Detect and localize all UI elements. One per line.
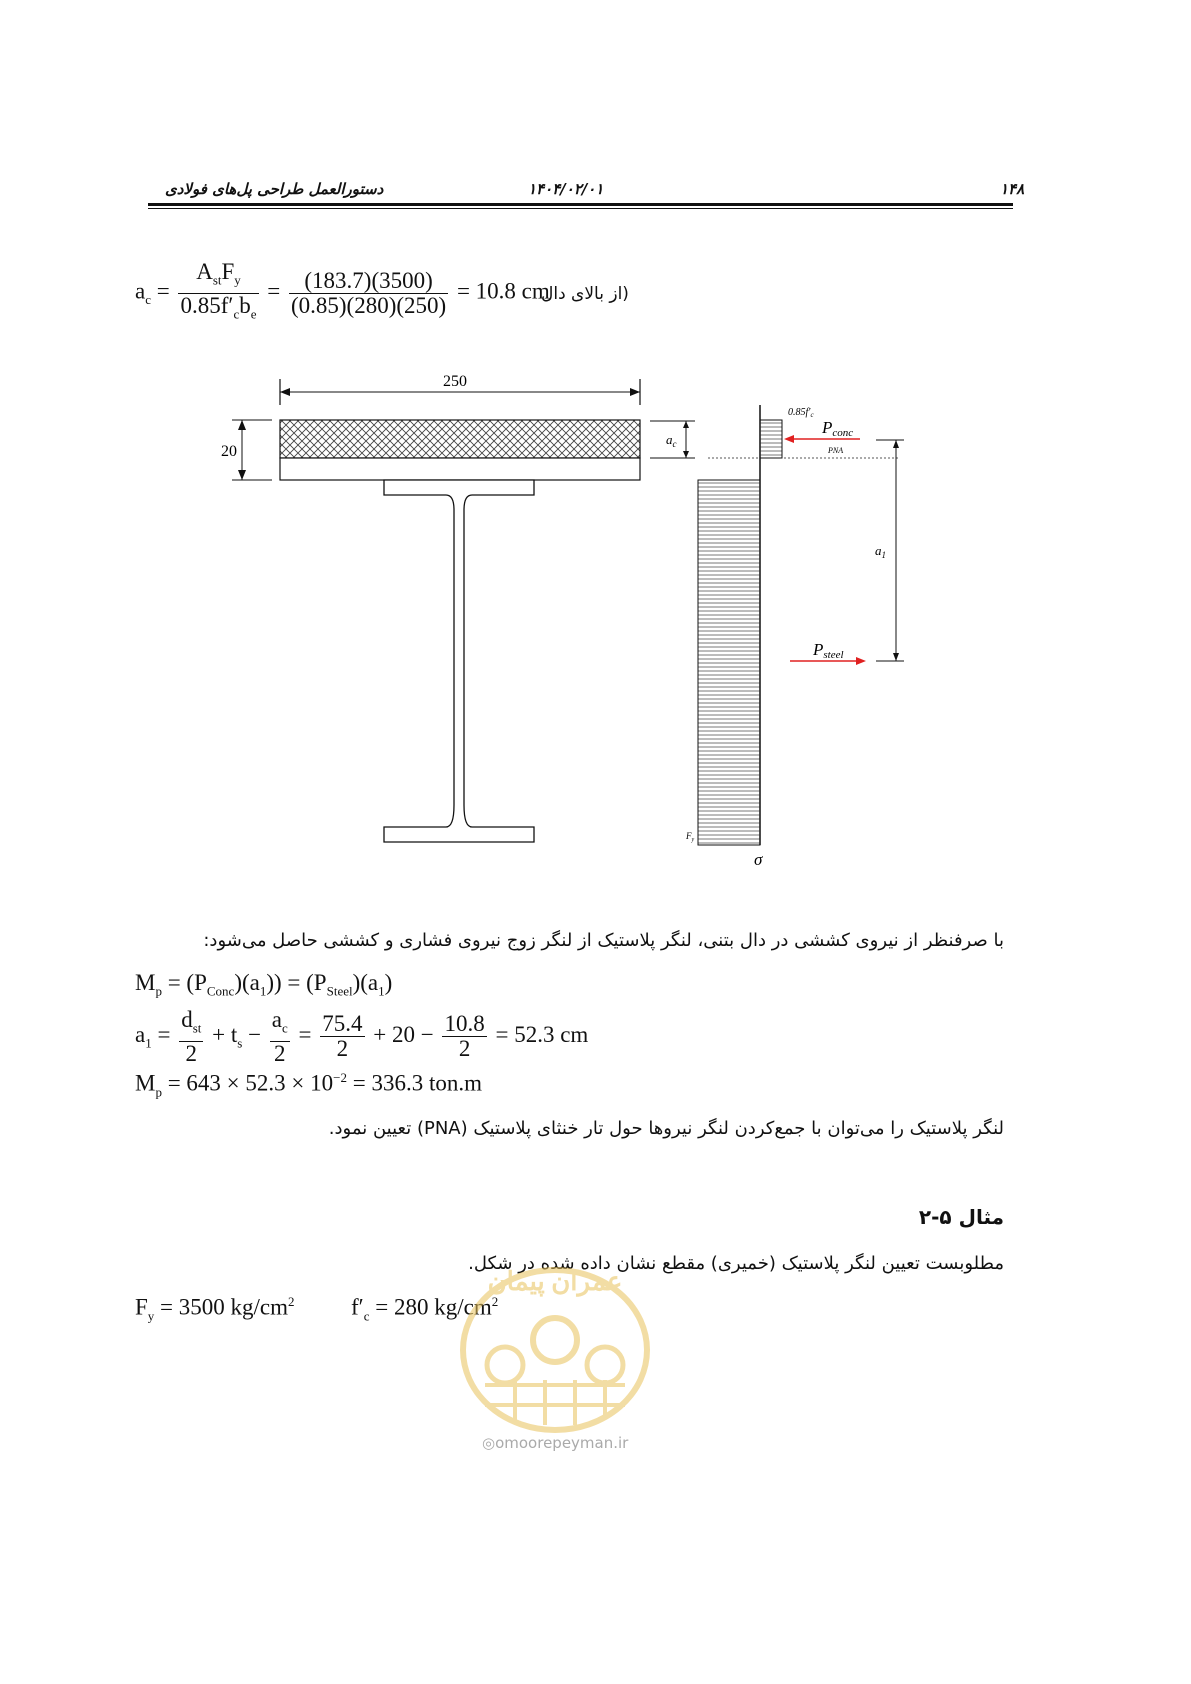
pna-label: PNA xyxy=(828,446,844,455)
header-title: دستورالعمل طراحی پل‌های فولادی xyxy=(165,180,384,198)
concrete-stress-block xyxy=(760,420,782,458)
page-number: ۱۴۸ xyxy=(1000,180,1025,198)
header-rule-thick xyxy=(148,203,1013,206)
fy-label: $F_y$ xyxy=(686,831,695,843)
svg-text:a1: $a_1$ xyxy=(875,543,886,560)
equation-ac: $a_c$ = $\frac{A_{st}F_y}{0.85f'_cb_e}$ = $\frac{(183.7)(3500)}{(0.85)(280)(250)}$ = 10.8 cm xyxy=(135,260,550,326)
material-properties: $F_y = 3500$ $kg/cm^2$ $f'_c = 280$ $kg/cm^2$ xyxy=(135,1294,499,1324)
paragraph-example-task: مطلوبست تعیین لنگر پلاستیک (خمیری) مقطع نشان داده شده در شکل. xyxy=(468,1253,1004,1274)
stress-label: $0.85f'_c$ xyxy=(788,407,814,419)
fraction-ac-symbolic: $\frac{A_{st}F_y}{0.85f'_cb_e}$ xyxy=(180,259,257,322)
svg-text:ac: $a_c$ xyxy=(666,432,677,449)
svg-text:عمران پیمان: عمران پیمان xyxy=(487,1267,623,1296)
equation-mp-value: $M_p = 643 \times 52.3 \times 10^{-2} = 336.3$ ton.m xyxy=(135,1070,482,1100)
fraction-ac-numeric: $\frac{(183.7)(3500)}{(0.85)(280)(250)}$ xyxy=(290,267,447,318)
slab-lower-part xyxy=(280,458,640,480)
header-rule-thin xyxy=(148,208,1013,209)
p-steel-label: Psteel xyxy=(813,640,844,661)
p-conc-label: Pconc xyxy=(822,418,854,439)
equation-ac-note: (از بالای دال xyxy=(541,284,629,304)
slab-compression-zone xyxy=(280,420,640,458)
header-date: ۱۴۰۴/۰۲/۰۱ xyxy=(528,180,604,198)
equation-a1: $a_1$ = $\frac{d_{st}}{2}$ + $t_s$ − $\frac{a_c}{2}$ = $\frac{75.4}{2}$ + 20 − $\frac{10.8}{2}$ = 52.3 cm xyxy=(135,1007,589,1066)
equation-mp: $M_p = (P_{Conc})(a_1)) = (P_{Steel})(a_1)$ xyxy=(135,970,393,999)
depth-dimension xyxy=(221,420,272,480)
steel-i-beam xyxy=(384,480,534,842)
paragraph-plastic-moment: با صرفنظر از نیروی کششی در دال بتنی، لنگر پلاستیک از لنگر زوج نیروی فشاری و کششی حاصل می‌شود: xyxy=(203,930,1004,951)
example-title: مثال ۵-۲ xyxy=(918,1205,1004,1229)
a1-dimension xyxy=(875,440,904,661)
ac-dimension xyxy=(650,421,695,458)
width-dim-label: 250 xyxy=(443,373,467,390)
depth-dim-label: 20 xyxy=(221,443,237,460)
watermark-url: ◎omoorepeyman.ir xyxy=(482,1434,629,1452)
paragraph-pna-note: لنگر پلاستیک را می‌توان با جمع‌کردن لنگر نیروها حول تار خنثای پلاستیک (PNA) تعیین نمود. xyxy=(328,1118,1004,1139)
globe-icon: ◎ xyxy=(482,1434,496,1452)
sigma-label: σ xyxy=(754,850,763,869)
steel-stress-block xyxy=(698,480,760,845)
width-dimension xyxy=(280,373,640,405)
composite-section-figure xyxy=(210,365,930,875)
watermark-logo xyxy=(445,1250,665,1450)
